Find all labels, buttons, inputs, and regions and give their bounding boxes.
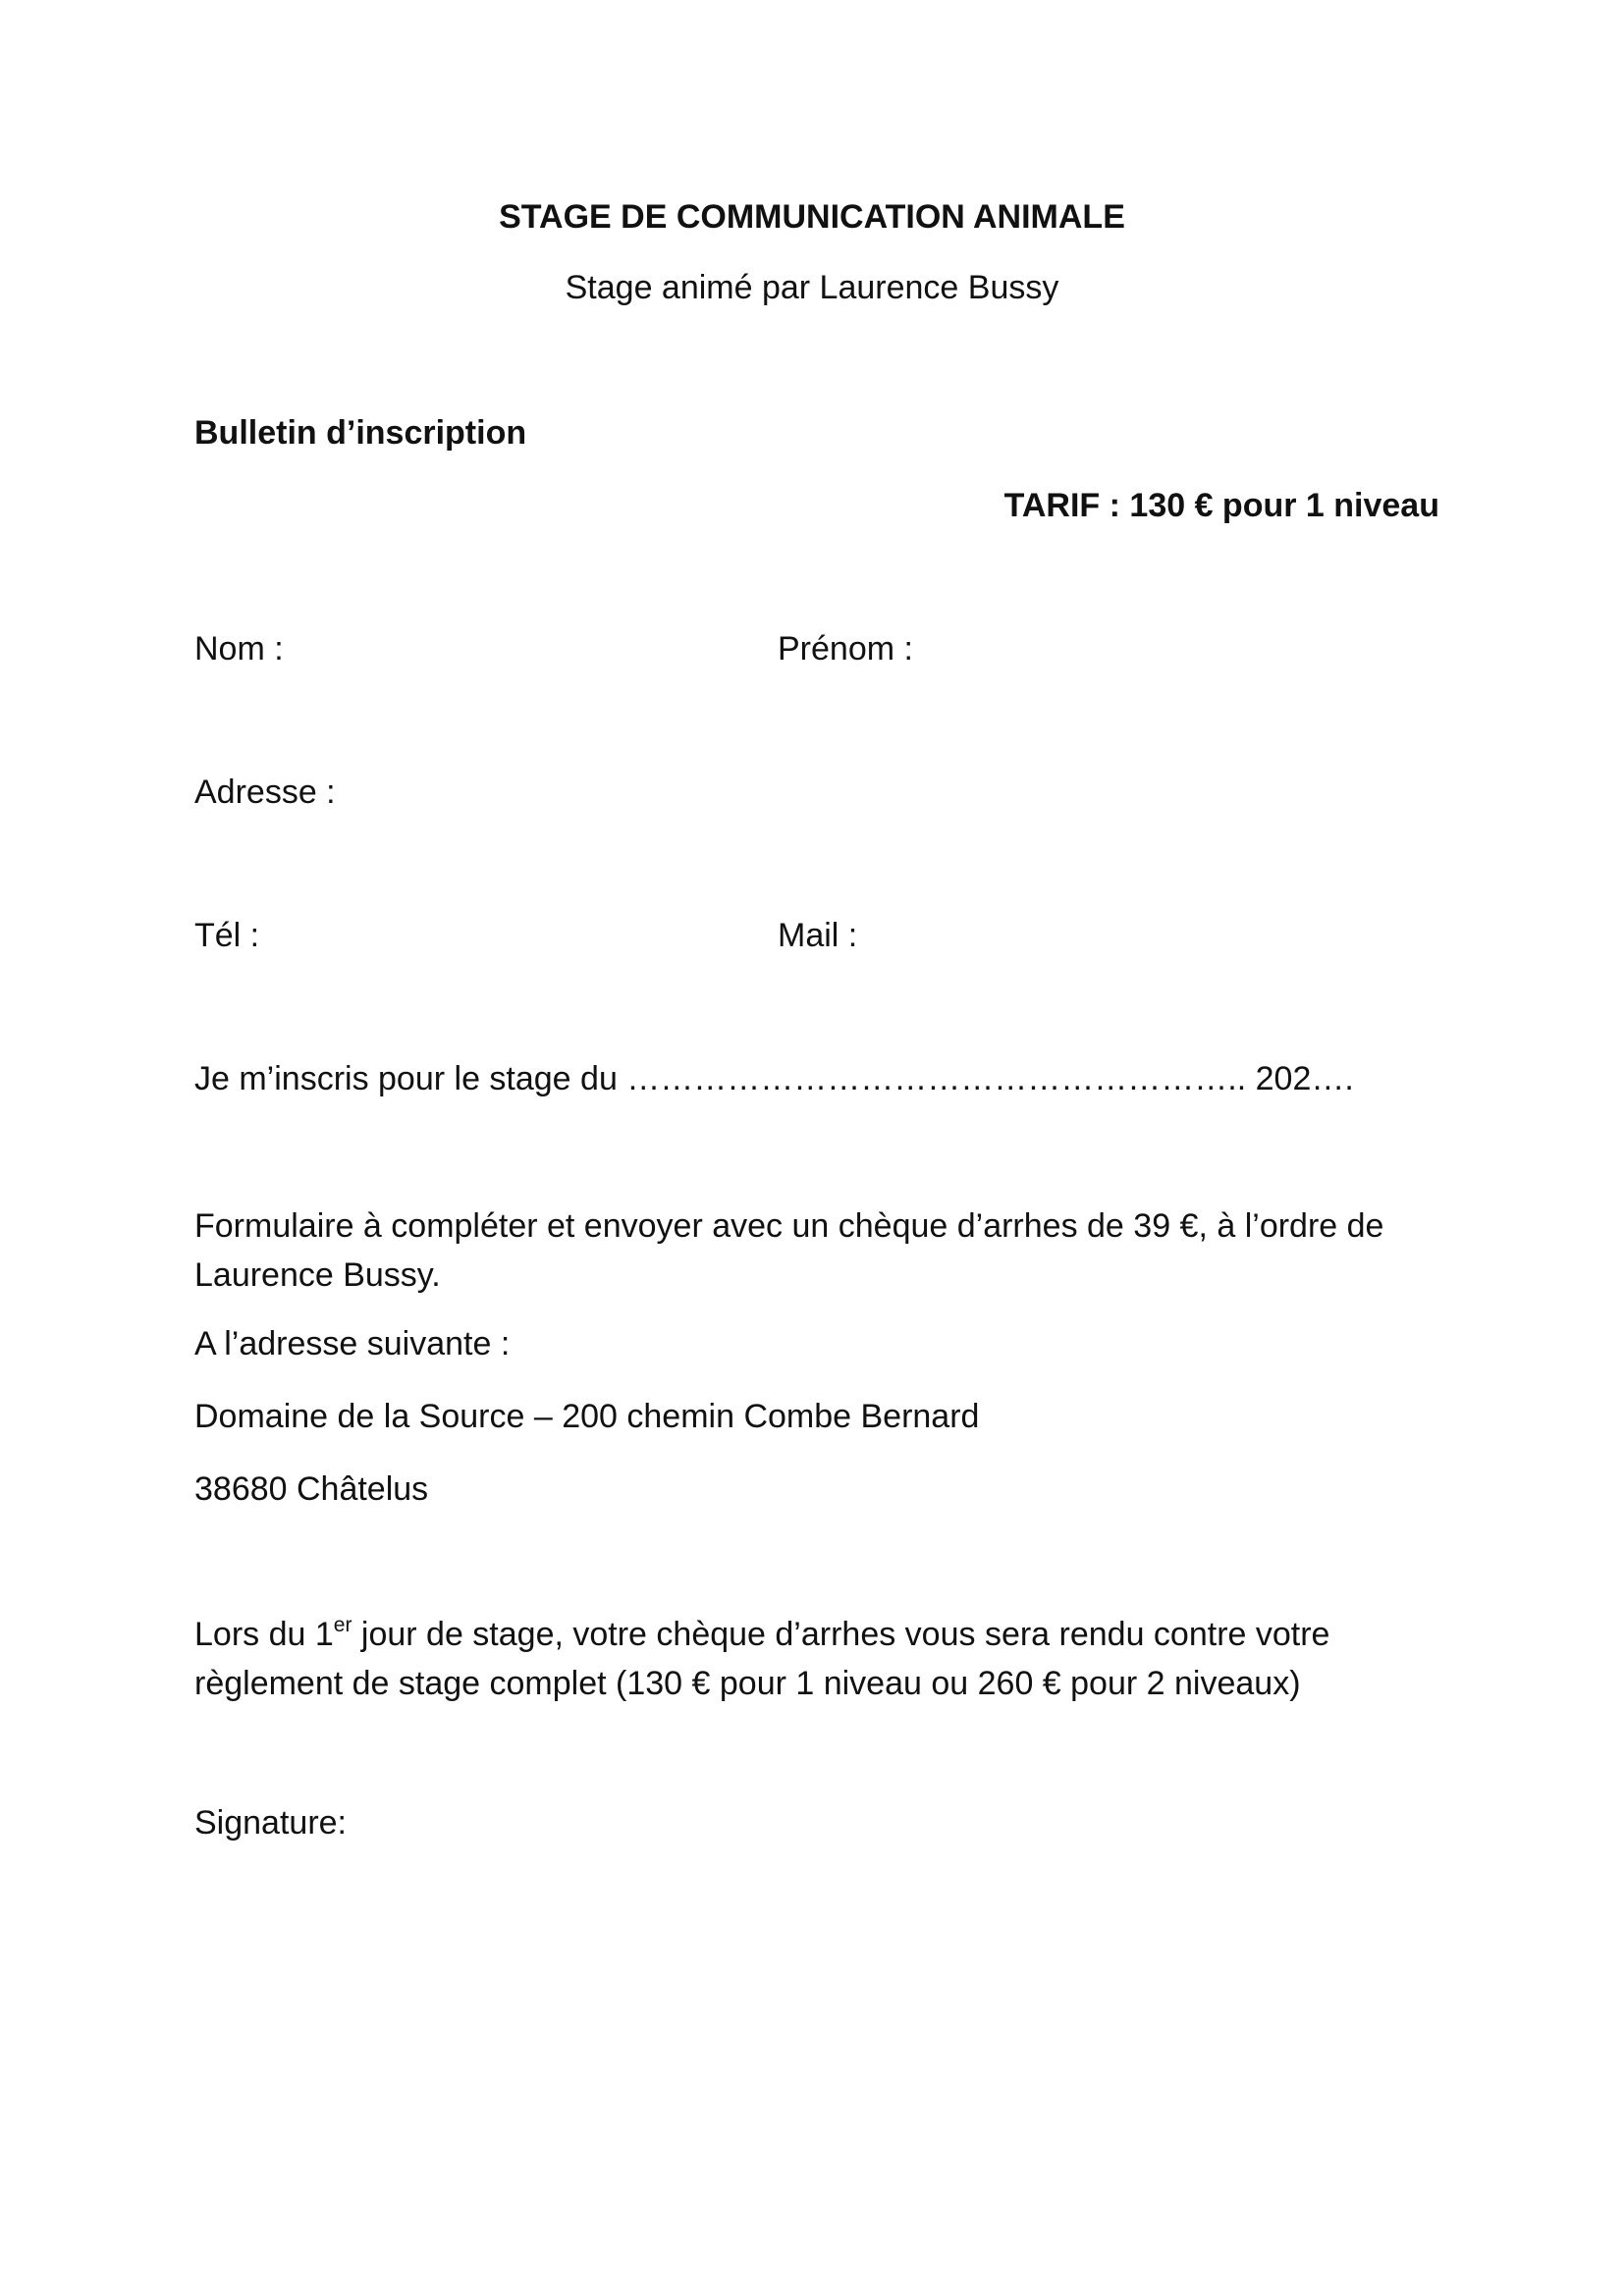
- nom-field-label: Nom :: [194, 630, 284, 667]
- inscription-date-line: Je m’inscris pour le stage du ……………………………………………….. 202….: [194, 1060, 1354, 1097]
- instructions-paragraph: Formulaire à compléter et envoyer avec un chèque d’arrhes de 39 €, à l’ordre de Laurence Bussy.: [194, 1207, 1384, 1294]
- ordinal-superscript: er: [333, 1614, 352, 1636]
- mail-field-label: Mail :: [778, 917, 858, 954]
- payment-note-paragraph: [194, 1610, 1441, 1708]
- payment-note-rest: jour de stage, votre chèque d’arrhes vous sera rendu contre votre règlement de stage complet (130 € pour 1 niveau ou 260 € pour 2 niveaux): [194, 1616, 1330, 1702]
- tel-field-label: Tél :: [194, 917, 260, 954]
- bulletin-heading: Bulletin d’inscription: [194, 414, 527, 452]
- tarif-line: TARIF : 130 € pour 1 niveau: [1003, 487, 1439, 524]
- address-street: Domaine de la Source – 200 chemin Combe Bernard: [194, 1398, 980, 1435]
- address-city: 38680 Châtelus: [194, 1470, 429, 1508]
- document-subtitle: Stage animé par Laurence Bussy: [565, 269, 1059, 306]
- signature-label: Signature:: [194, 1804, 347, 1842]
- adresse-field-label: Adresse :: [194, 774, 336, 811]
- address-intro: A l’adresse suivante :: [194, 1325, 511, 1362]
- document-title: STAGE DE COMMUNICATION ANIMALE: [499, 198, 1125, 236]
- prenom-field-label: Prénom :: [778, 630, 913, 667]
- payment-note-start: Lors du 1: [194, 1616, 334, 1653]
